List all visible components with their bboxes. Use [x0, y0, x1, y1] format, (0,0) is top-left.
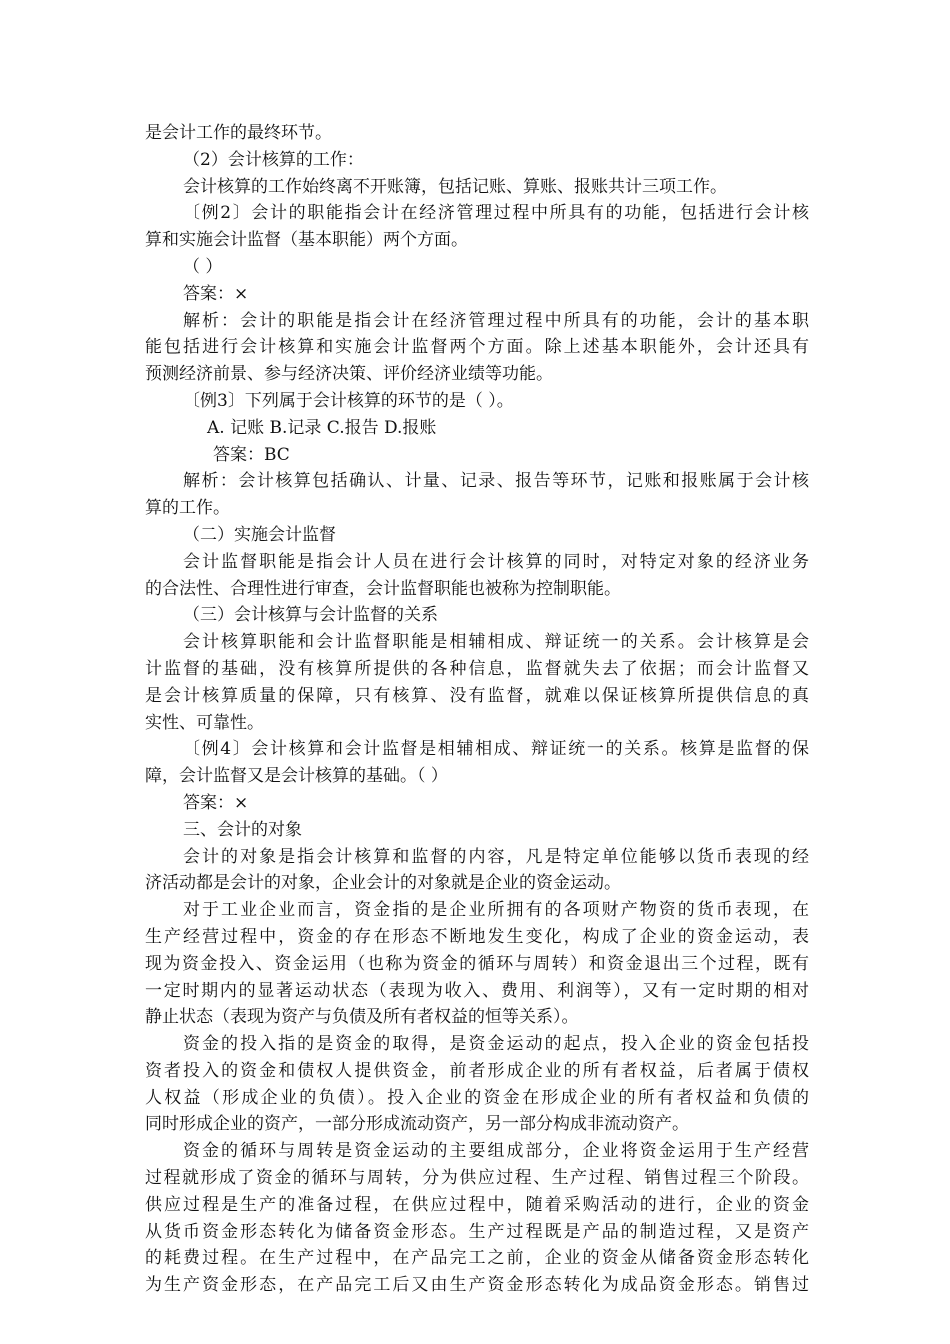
text-line: 资金的循环与周转是资金运动的主要组成部分，企业将资金运用于生产经营: [183, 1141, 809, 1162]
text-line: 的合法性、合理性进行审查，会计监督职能也被称为控制职能。: [145, 578, 621, 599]
section-heading: （三）会计核算与会计监督的关系: [183, 605, 438, 626]
section-heading: 三、会计的对象: [183, 819, 302, 840]
example-line: 〔例3〕下列属于会计核算的环节的是（ ）。: [183, 390, 514, 411]
section-heading: （二）实施会计监督: [183, 524, 336, 545]
text-line: 能包括进行会计核算和实施会计监督两个方面。除上述基本职能外，会计还具有: [145, 337, 809, 358]
text-line: 预测经济前景、参与经济决策、评价经济业绩等功能。: [145, 364, 553, 385]
text-line: 会计监督职能是指会计人员在进行会计核算的同时，对特定对象的经济业务: [183, 551, 809, 572]
text-line: 会计核算职能和会计监督职能是相辅相成、辩证统一的关系。会计核算是会: [183, 632, 809, 653]
text-line: 算和实施会计监督（基本职能）两个方面。: [145, 230, 468, 251]
answer-line: 答案：×: [183, 792, 249, 813]
answer-blank: （ ）: [183, 256, 223, 277]
text-line: 是会计核算质量的保障，只有核算、没有监督，就难以保证核算所提供信息的真: [145, 685, 809, 706]
text-line: 从货币资金形态转化为储备资金形态。生产过程既是产品的制造过程，又是资产: [145, 1221, 809, 1242]
text-line: 资者投入的资金和债权人提供资金，前者形成企业的所有者权益，后者属于债权: [145, 1060, 809, 1081]
example-line: 〔例2〕会计的职能指会计在经济管理过程中所具有的功能，包括进行会计核: [183, 203, 809, 224]
text-line: 一定时期内的显著运动状态（表现为收入、费用、利润等），又有一定时期的相对: [145, 980, 809, 1001]
text-line: 人权益（形成企业的负债）。投入企业的资金在形成企业的所有者权益和负债的: [145, 1087, 809, 1108]
text-line: 现为资金投入、资金运用（也称为资金的循环与周转）和资金退出三个过程，既有: [145, 953, 809, 974]
answer-line: 答案：×: [183, 283, 249, 304]
text-line: 同时形成企业的资产，一部分形成流动资产，另一部分构成非流动资产。: [145, 1114, 689, 1135]
text-line: 是会计工作的最终环节。: [145, 123, 332, 143]
text-line: 会计的对象是指会计核算和监督的内容，凡是特定单位能够以货币表现的经: [183, 846, 809, 867]
options-line: A. 记账 B.记录 C.报告 D.报账: [207, 417, 437, 438]
analysis-line: 解析：会计核算包括确认、计量、记录、报告等环节，记账和报账属于会计核: [183, 471, 809, 492]
text-line: 算的工作。: [145, 498, 230, 519]
answer-line: 答案：BC: [213, 444, 290, 465]
text-line: 实性、可靠性。: [145, 712, 264, 733]
analysis-line: 解析：会计的职能是指会计在经济管理过程中所具有的功能，会计的基本职: [183, 310, 809, 331]
example-line: 〔例4〕会计核算和会计监督是相辅相成、辩证统一的关系。核算是监督的保: [183, 739, 809, 760]
text-line: 对于工业企业而言，资金指的是企业所拥有的各项财产物资的货币表现，在: [183, 900, 809, 921]
text-line: 障，会计监督又是会计核算的基础。（ ）: [145, 766, 448, 787]
document-page: [145, 120, 809, 1299]
text-line: 静止状态（表现为资产与负债及所有者权益的恒等关系）。: [145, 1007, 579, 1028]
text-line: 资金的投入指的是资金的取得，是资金运动的起点，投入企业的资金包括投: [183, 1034, 809, 1055]
text-line: 计监督的基础，没有核算所提供的各种信息，监督就失去了依据；而会计监督又: [145, 658, 809, 679]
text-line: 为生产资金形态，在产品完工后又由生产资金形态转化为成品资金形态。销售过: [145, 1275, 809, 1296]
subheading: （2）会计核算的工作：: [183, 149, 364, 170]
text-line: 供应过程是生产的准备过程，在供应过程中，随着采购活动的进行，企业的资金: [145, 1194, 809, 1215]
text-line: 的耗费过程。在生产过程中，在产品完工之前，企业的资金从储备资金形态转化: [145, 1248, 809, 1269]
text-line: 过程就形成了资金的循环与周转，分为供应过程、生产过程、销售过程三个阶段。: [145, 1168, 809, 1189]
text-line: 会计核算的工作始终离不开账簿，包括记账、算账、报账共计三项工作。: [183, 176, 727, 197]
text-line: 济活动都是会计的对象，企业会计的对象就是企业的资金运动。: [145, 873, 621, 894]
text-line: 生产经营过程中，资金的存在形态不断地发生变化，构成了企业的资金运动，表: [145, 926, 809, 947]
